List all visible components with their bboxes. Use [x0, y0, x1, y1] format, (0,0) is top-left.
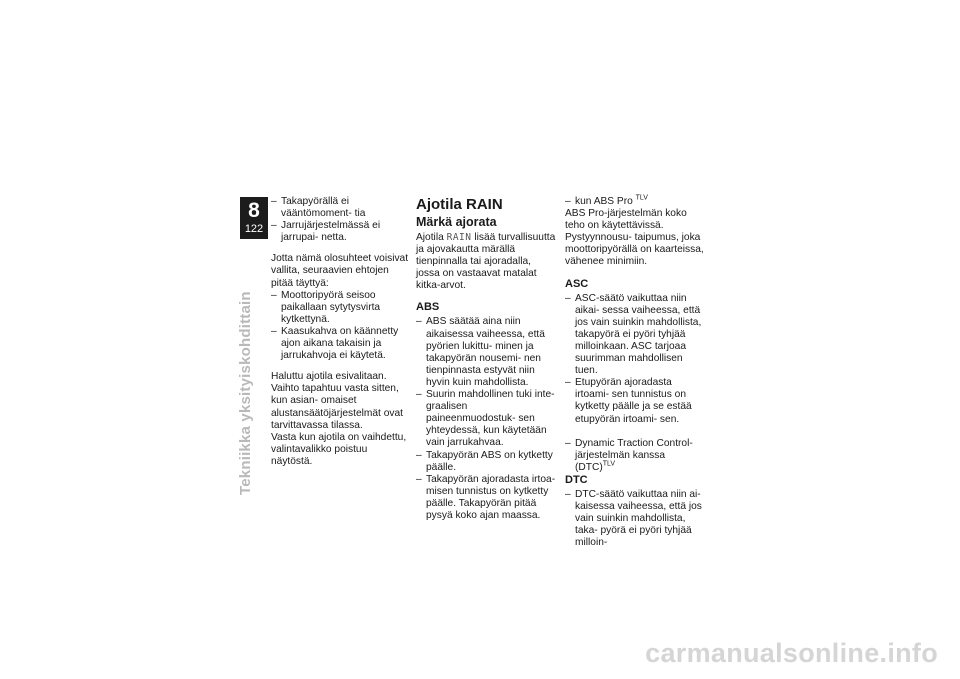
intro-text: lisää turvallisuutta ja ajovakautta märällä tienpinnalla tai ajoradalla, jossa on vastaavat matalat kitka-arvot. — [416, 232, 556, 292]
conditions-list — [271, 196, 411, 244]
paragraph: Haluttu ajotila esivalitaan. Vaihto tapahtuu vasta sitten, kun asian- omaiset alustansäätöjärjestelmät ovat tarvittavassa tilassa. — [271, 371, 403, 431]
list-item: – Suurin mahdollinen tuki inte- graalisen paineenmuodostuk- sen yhteydessä, kun käytetään vain jarrukahvaa. — [416, 389, 556, 449]
abs-pro-list — [565, 196, 705, 208]
asc-heading: ASC — [565, 277, 589, 290]
list-item — [565, 196, 705, 208]
dtc-heading: DTC — [565, 473, 588, 486]
asc-list — [565, 293, 705, 426]
column-right — [565, 196, 705, 558]
list-item: – Moottoripyörä seisoo paikallaan sytytysvirta kytkettynä. — [271, 290, 411, 326]
item-text: Dynamic Traction Control- järjestelmän kanssa (DTC) — [575, 437, 693, 473]
tlv-mark: TLV — [602, 460, 616, 468]
list-item — [565, 438, 705, 474]
paragraph: Vasta kun ajotila on vaihdettu, valintavalikko poistuu näytöstä. — [271, 431, 407, 467]
list-item: – Takapyörällä ei vääntömoment- tia — [271, 196, 411, 220]
chapter-tab — [240, 197, 268, 239]
list-item: – Kaasukahva on käännetty ajon aikana takaisin ja jarrukahvoja ei käytetä. — [271, 326, 411, 362]
section-subtitle: Märkä ajorata — [416, 215, 497, 229]
list-item: – Takapyörän ajoradasta irtoa- misen tunnistus on kytketty päälle. Takapyörän pitää pysyä koko ajan maassa. — [416, 474, 556, 522]
paragraph: ABS Pro-järjestelmän koko teho on käytettävissä. Pystyynnousu- taipumus, joka moottoripyörällä on kaarteissa, vähenee minimiin. — [565, 208, 704, 268]
abs-list — [416, 316, 556, 522]
list-item: – ASC-säätö vaikuttaa niin aikai- sessa vaiheessa, että jos vain suinkin mahdollista, takapyörä ei pyöri tyhjää milloinkaan. ASC tarjoaa suurimman mahdollisen tuen. — [565, 293, 705, 378]
chapter-side-label: Tekniikka yksityiskohdittain — [237, 291, 254, 495]
intro-paragraph — [416, 232, 556, 292]
page-number: 122 — [244, 223, 264, 235]
tlv-mark: TLV — [635, 194, 648, 202]
intro-text: Ajotila — [416, 232, 444, 243]
dtc-option-list — [565, 438, 705, 474]
list-item: – Etupyörän ajoradasta irtoami- sen tunnistus on kytketty päälle ja se estää etupyörän irtoami- sen. — [565, 377, 705, 425]
abs-heading: ABS — [416, 301, 440, 314]
item-text: kun ABS Pro — [575, 196, 633, 207]
paragraph: Jotta nämä olosuhteet voisivat vallita, seuraavien ehtojen pitää täyttyä: — [271, 253, 409, 289]
list-item: – Jarrujärjestelmässä ei jarrupai- netta. — [271, 220, 411, 244]
requirements-list — [271, 290, 411, 363]
list-item: – ABS säätää aina niin aikaisessa vaiheessa, että pyörien lukittu- minen ja takapyörän nousemi- nen tienpinnasta estyvät niin hyvin kuin mahdollista. — [416, 316, 556, 389]
column-left — [271, 196, 411, 477]
mode-name: RAIN — [446, 232, 472, 243]
dtc-list — [565, 489, 705, 549]
section-title: Ajotila RAIN — [416, 196, 503, 213]
column-middle — [416, 196, 556, 531]
watermark: carmanualsonline.info — [645, 638, 938, 668]
list-item: – DTC-säätö vaikuttaa niin ai- kaisessa vaiheessa, että jos vain suinkin mahdollista, taka- pyörä ei pyöri tyhjää milloin- — [565, 489, 705, 549]
list-item: – Takapyörän ABS on kytketty päälle. — [416, 450, 556, 474]
chapter-number: 8 — [248, 199, 260, 222]
